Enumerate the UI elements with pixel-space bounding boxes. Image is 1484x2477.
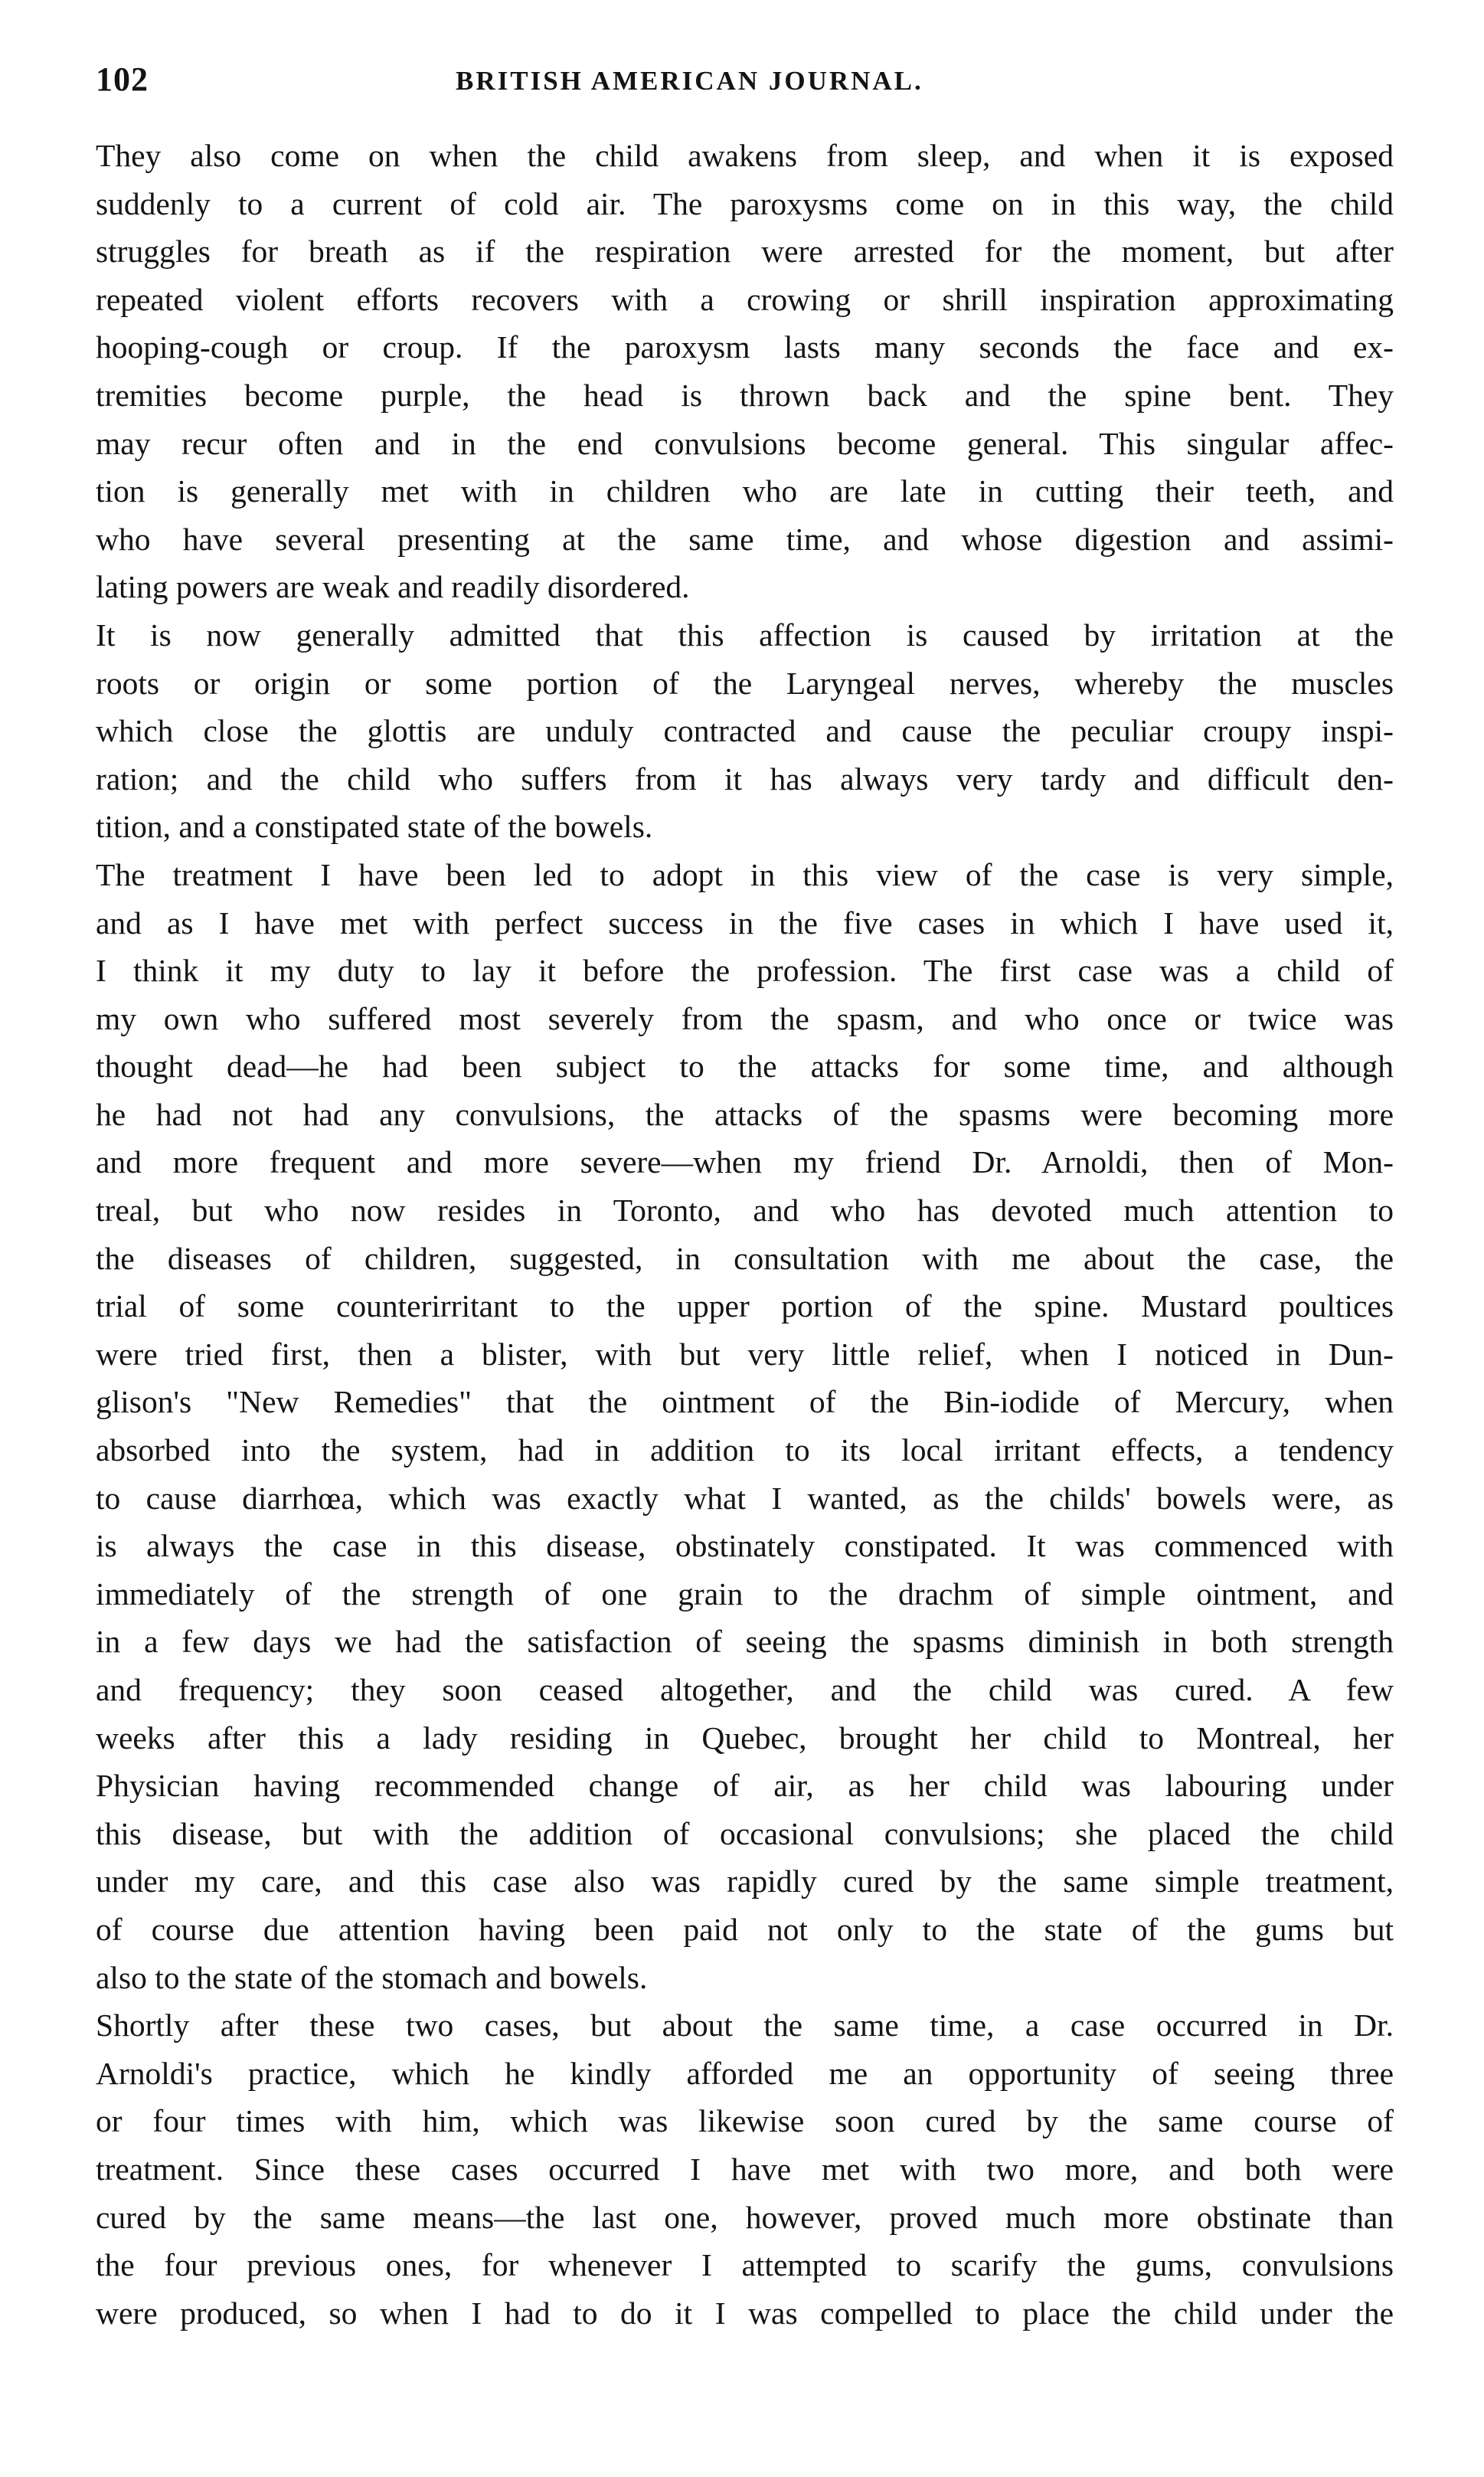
text-line: he had not had any convulsions, the attacks of the spasms were becoming more	[96, 1096, 1394, 1132]
text-line: also to the state of the stomach and bowels.	[96, 1959, 648, 1995]
paragraph-4	[96, 2001, 1394, 2337]
text-line: It is now generally admitted that this affection is caused by irritation at the	[96, 617, 1394, 653]
text-line: tition, and a constipated state of the bowels.	[96, 809, 653, 845]
text-line: which close the glottis are unduly contracted and cause the peculiar croupy inspi-	[96, 713, 1394, 749]
text-line: or four times with him, which was likewise soon cured by the same course of	[96, 2103, 1394, 2139]
text-line: and as I have met with perfect success in the five cases in which I have used it,	[96, 905, 1394, 941]
text-line: and more frequent and more severe—when my friend Dr. Arnoldi, then of Mon-	[96, 1144, 1394, 1180]
text-line: my own who suffered most severely from the spasm, and who once or twice was	[96, 1000, 1394, 1036]
running-head	[96, 60, 1394, 121]
text-line: I think it my duty to lay it before the profession. The first case was a child of	[96, 953, 1394, 989]
paragraph-1	[96, 132, 1394, 611]
paragraph-2	[96, 611, 1394, 851]
text-line: trial of some counterirritant to the upper portion of the spine. Mustard poultices	[96, 1288, 1394, 1324]
text-line: absorbed into the system, had in addition to its local irritant effects, a tendency	[96, 1432, 1394, 1468]
text-line: and frequency; they soon ceased altogether, and the child was cured. A few	[96, 1672, 1394, 1707]
text-line: Physician having recommended change of air, as her child was labouring under	[96, 1768, 1394, 1804]
text-line: is always the case in this disease, obstinately constipated. It was commenced with	[96, 1528, 1394, 1564]
text-line: of course due attention having been paid not only to the state of the gums but	[96, 1911, 1394, 1947]
page-number: 102	[96, 61, 149, 98]
text-line: treatment. Since these cases occurred I have met with two more, and both were	[96, 2151, 1394, 2187]
text-line: who have several presenting at the same time, and whose digestion and assimi-	[96, 521, 1394, 557]
text-line: weeks after this a lady residing in Quebec, brought her child to Montreal, her	[96, 1720, 1394, 1755]
text-line: treal, but who now resides in Toronto, and who has devoted much attention to	[96, 1193, 1394, 1229]
text-line: ration; and the child who suffers from it has always very tardy and difficult den-	[96, 761, 1394, 797]
text-line: cured by the same means—the last one, however, proved much more obstinate than	[96, 2199, 1394, 2235]
text-line: may recur often and in the end convulsions become general. This singular affec-	[96, 425, 1394, 461]
text-line: Shortly after these two cases, but about the same time, a case occurred in Dr.	[96, 2007, 1394, 2043]
text-line: were tried first, then a blister, with but very little relief, when I noticed in Dun-	[96, 1336, 1394, 1372]
text-line: under my care, and this case also was rapidly cured by the same simple treatment,	[96, 1863, 1394, 1899]
body-text	[96, 132, 1394, 2337]
text-line: tremities become purple, the head is thrown back and the spine bent. They	[96, 377, 1394, 413]
text-line: repeated violent efforts recovers with a crowing or shrill inspiration approximating	[96, 281, 1394, 317]
text-line: this disease, but with the addition of occasional convulsions; she placed the child	[96, 1815, 1394, 1851]
text-line: struggles for breath as if the respiration were arrested for the moment, but after	[96, 234, 1394, 270]
text-line: tion is generally met with in children who are late in cutting their teeth, and	[96, 473, 1394, 509]
text-line: lating powers are weak and readily disordered.	[96, 569, 690, 605]
text-line: the four previous ones, for whenever I attempted to scarify the gums, convulsions	[96, 2247, 1394, 2283]
journal-page	[96, 60, 1394, 2337]
text-line: thought dead—he had been subject to the attacks for some time, and although	[96, 1049, 1394, 1085]
text-line: the diseases of children, suggested, in consultation with me about the case, the	[96, 1240, 1394, 1276]
text-line: to cause diarrhœa, which was exactly what I wanted, as the childs' bowels were, as	[96, 1480, 1394, 1516]
text-line: Arnoldi's practice, which he kindly afforded me an opportunity of seeing three	[96, 2055, 1394, 2091]
text-line: They also come on when the child awakens from sleep, and when it is exposed	[96, 138, 1394, 173]
text-line: in a few days we had the satisfaction of seeing the spasms diminish in both strength	[96, 1624, 1394, 1660]
text-line: were produced, so when I had to do it I was compelled to place the child under the	[96, 2295, 1394, 2331]
text-line: immediately of the strength of one grain to the drachm of simple ointment, and	[96, 1576, 1394, 1612]
text-line: glison's "New Remedies" that the ointment of the Bin-iodide of Mercury, when	[96, 1384, 1394, 1420]
text-line: roots or origin or some portion of the Laryngeal nerves, whereby the muscles	[96, 665, 1394, 701]
journal-title: BRITISH AMERICAN JOURNAL.	[456, 66, 923, 96]
text-line: hooping-cough or croup. If the paroxysm lasts many seconds the face and ex-	[96, 329, 1394, 365]
text-line: The treatment I have been led to adopt in this view of the case is very simple,	[96, 856, 1394, 892]
paragraph-3	[96, 851, 1394, 2001]
text-line: suddenly to a current of cold air. The paroxysms come on in this way, the child	[96, 185, 1394, 221]
